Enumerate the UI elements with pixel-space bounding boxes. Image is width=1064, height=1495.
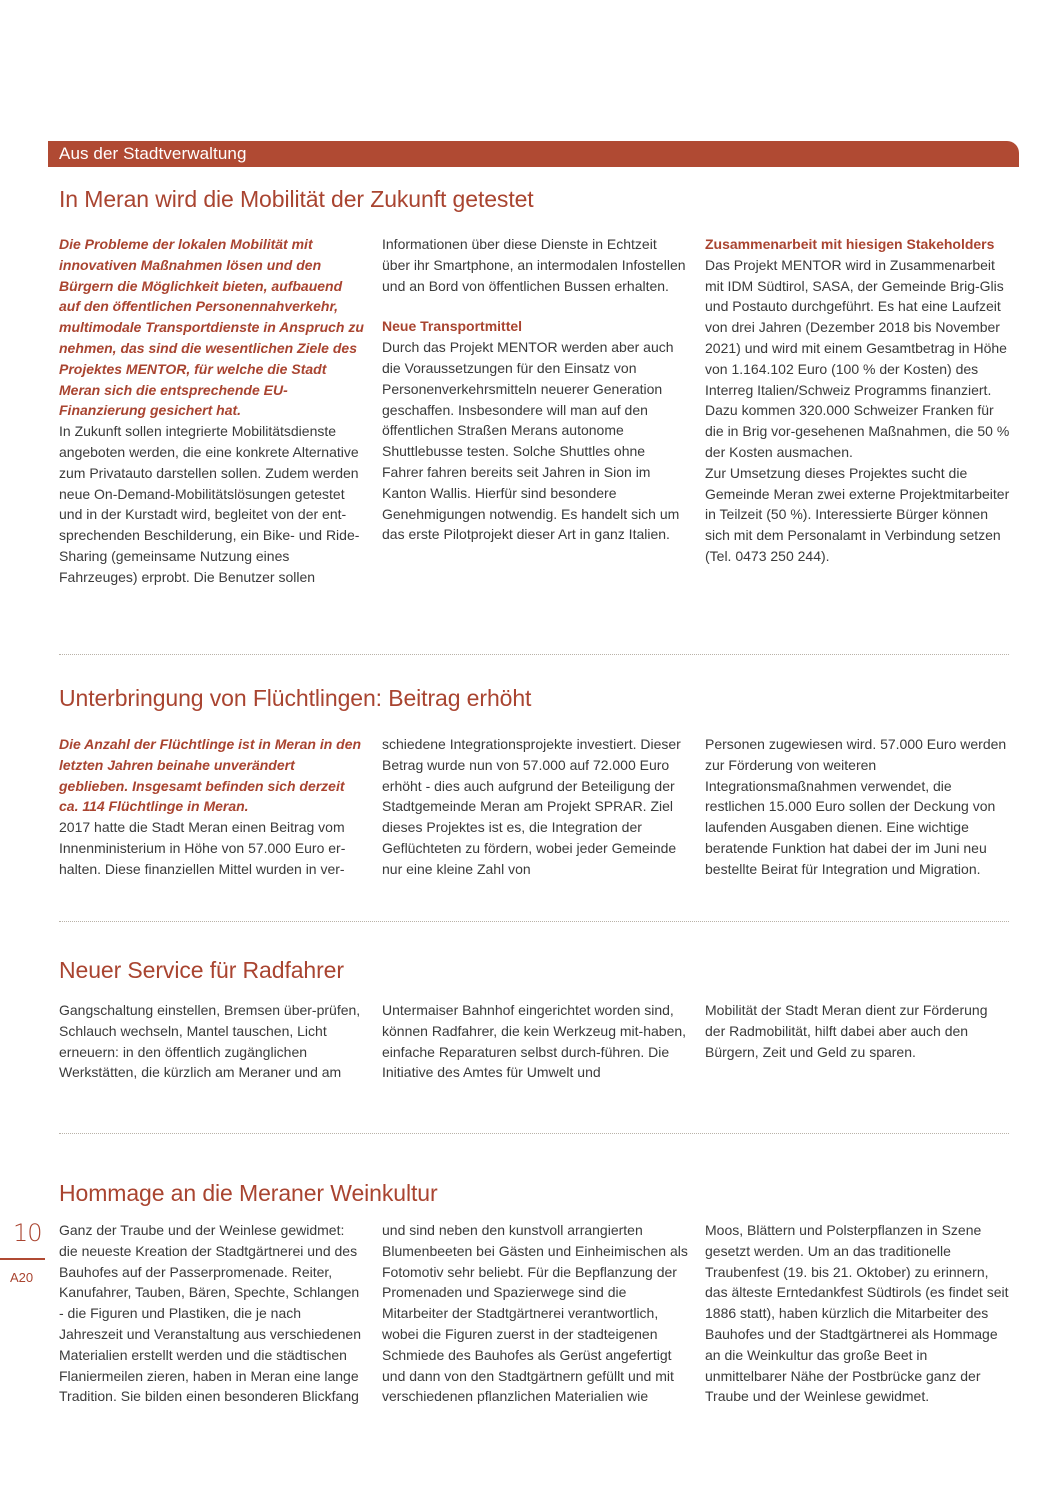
article-subheading: Zusammenarbeit mit hiesigen Stakeholders xyxy=(705,236,995,252)
section-divider xyxy=(59,654,1009,655)
article-text: Mobilität der Stadt Meran dient zur Förderung der Radmobilität, hilft dabei aber auch den Bürgern, Zeit und Geld zu sparen. xyxy=(705,1002,988,1060)
article-lead: Die Anzahl der Flüchtlinge ist in Meran in den letzten Jahren beinahe unverändert geblieben. Insgesamt befinden sich derzeit ca. 114 Flüchtlinge in Meran. xyxy=(59,736,362,815)
section-divider xyxy=(59,921,1009,922)
article-text: und sind neben den kunstvoll arrangierten Blumenbeeten bei Gästen und Einheimischen als Fotomotiv sehr beliebt. Für die Bepflanzung der Promenaden und Spazierwege sind die Mitarbeiter der Stadtgärtnerei verantwortlich, wobei die Figuren zuerst in der stadteigenen Schmiede des Bauhofes als Gerüst angefertigt und dann von den Stadtgärtnern gefüllt und mit verschiedenen pflanzlichen Materialien wie xyxy=(382,1222,688,1405)
section-divider xyxy=(59,1133,1009,1134)
article-title: Unterbringung von Flüchtlingen: Beitrag erhöht xyxy=(59,685,532,711)
article-column-3 xyxy=(705,734,1011,880)
article-column-2 xyxy=(382,1000,688,1083)
article-column-2 xyxy=(382,1220,688,1407)
article-column-3 xyxy=(705,1220,1011,1407)
article-title: In Meran wird die Mobilität der Zukunft getestet xyxy=(59,186,534,212)
article-text: Untermaiser Bahnhof eingerichtet worden sind, können Radfahrer, die kein Werkzeug mit-haben, einfache Reparaturen selbst durch-führen. Die Initiative des Amtes für Umwelt und xyxy=(382,1002,687,1081)
article-column-1 xyxy=(59,1220,365,1407)
article-text: Personen zugewiesen wird. 57.000 Euro werden zur Förderung von weiteren Integrationsmaßnahmen verwendet, die restlichen 15.000 Euro sollen der Deckung von laufenden Ausgaben dienen. Eine wichtige beratende Funktion hat dabei der im Juni neu bestellte Beirat für Integration und Migration. xyxy=(705,736,1007,877)
article-text: schiedene Integrationsprojekte investiert. Dieser Betrag wurde nun von 57.000 auf 72.000 Euro erhöht - dies auch aufgrund der Beteiligung der Stadtgemeinde Meran am Projekt SPRAR. Ziel dieses Projektes ist es, die Integration der Geflüchteten zu fördern, wobei jeder Gemeinde nur eine kleine Zahl von xyxy=(382,736,681,877)
article-text: Informationen über diese Dienste in Echtzeit über ihr Smartphone, an intermodalen Infostellen und an Bord von öffentlichen Bussen erhalten. xyxy=(382,236,686,294)
article-text: In Zukunft sollen integrierte Mobilitätsdienste angeboten werden, die eine konkrete Alternative zum Privatauto darstellen sollen. Zudem werden neue On-Demand-Mobilitätslösungen getestet und in der Kurstadt wird, begleitet von der ent-sprechenden Beschilderung, ein Bike- und Ride-Sharing (gemeinsame Nutzung eines Fahrzeuges) erprobt. Die Benutzer sollen xyxy=(59,423,360,585)
article-column-2 xyxy=(382,234,688,545)
page-code: A20 xyxy=(10,1270,34,1285)
article-column-3 xyxy=(705,1000,1011,1062)
page-number: 10 xyxy=(13,1219,42,1247)
article-title: Neuer Service für Radfahrer xyxy=(59,957,344,983)
section-header-bar xyxy=(48,141,1019,167)
article-title: Hommage an die Meraner Weinkultur xyxy=(59,1180,438,1206)
article-text: Moos, Blättern und Polsterpflanzen in Szene gesetzt werden. Um an das traditionelle Traubenfest (19. bis 21. Oktober) zu erinnern, das älteste Erntedankfest Südtirols (es findet seit 1886 statt), haben kürzlich die Mitarbeiter des Bauhofes und der Stadtgärtnerei als Hommage an die Weinkultur das große Beet in unmittelbarer Nähe der Postbrücke ganz der Traube und der Weinlese gewidmet. xyxy=(705,1222,1009,1405)
article-text: Zur Umsetzung dieses Projektes sucht die Gemeinde Meran zwei externe Projektmitarbeiter in Teilzeit (50 %). Interessierte Bürger können sich mit dem Personalamt in Verbindung setzen (Tel. 0473 250 244). xyxy=(705,464,1010,564)
article-column-2 xyxy=(382,734,688,880)
article-column-1 xyxy=(59,1000,365,1083)
page-marker-rule xyxy=(0,1258,45,1260)
article-text: Das Projekt MENTOR wird in Zusammenarbeit mit IDM Südtirol, SASA, der Gemeinde Brig-Glis und Postauto durchgeführt. Es hat eine Laufzeit von drei Jahren (Dezember 2018 bis November 2021) und wird mit einem Gesamtbetrag in Höhe von 1.164.102 Euro (100 % der Kosten) des Interreg Italien/Schweiz Programms finanziert. Dazu kommen 320.000 Schweizer Franken für die in Brig vor-gesehenen Maßnahmen, die 50 % der Kosten ausmachen. xyxy=(705,256,1010,460)
article-text: Durch das Projekt MENTOR werden aber auch die Voraussetzungen für den Einsatz von Personenverkehrsmitteln neuerer Generation geschaffen. Insbesondere will man auf den öffentlichen Straßen Merans autonome Shuttlebusse testen. Solche Shuttles ohne Fahrer fahren bereits seit Jahren in Sion im Kanton Wallis. Hierfür sind besondere Genehmigungen notwendig. Es handelt sich um das erste Pilotprojekt dieser Art in ganz Italien. xyxy=(382,339,680,543)
article-column-1 xyxy=(59,734,365,880)
article-lead: Die Probleme der lokalen Mobilität mit innovativen Maßnahmen lösen und den Bürgern die Möglichkeit bieten, aufbauend auf den öffentlichen Personennahverkehr, multimodale Transportdienste in Anspruch zu nehmen, das sind die wesentlichen Ziele des Projektes MENTOR, für welche die Stadt Meran sich die entsprechende EU-Finanzierung gesichert hat. xyxy=(59,236,364,419)
article-text: 2017 hatte die Stadt Meran einen Beitrag vom Innenministerium in Höhe von 57.000 Euro er-halten. Diese finanziellen Mittel wurden in ver- xyxy=(59,819,346,877)
section-label: Aus der Stadtverwaltung xyxy=(59,144,247,163)
article-column-3 xyxy=(705,234,1011,567)
article-column-1 xyxy=(59,234,365,588)
article-subheading: Neue Transportmittel xyxy=(382,318,523,335)
article-text: Ganz der Traube und der Weinlese gewidmet: die neueste Kreation der Stadtgärtnerei und des Bauhofes auf der Passerpromenade. Reiter, Kanufahrer, Tauben, Bären, Spechte, Schlangen - die Figuren und Plastiken, die je nach Jahreszeit und Veranstaltung aus verschiedenen Materialien erstellt werden und die städtischen Flaniermeilen zieren, haben in Meran eine lange Tradition. Sie bilden einen besonderen Blickfang xyxy=(59,1222,361,1405)
article-text: Gangschaltung einstellen, Bremsen über-prüfen, Schlauch wechseln, Mantel tauschen, Licht erneuern: in den öffentlich zugänglichen Werkstätten, die kürzlich am Meraner und am xyxy=(59,1002,361,1081)
